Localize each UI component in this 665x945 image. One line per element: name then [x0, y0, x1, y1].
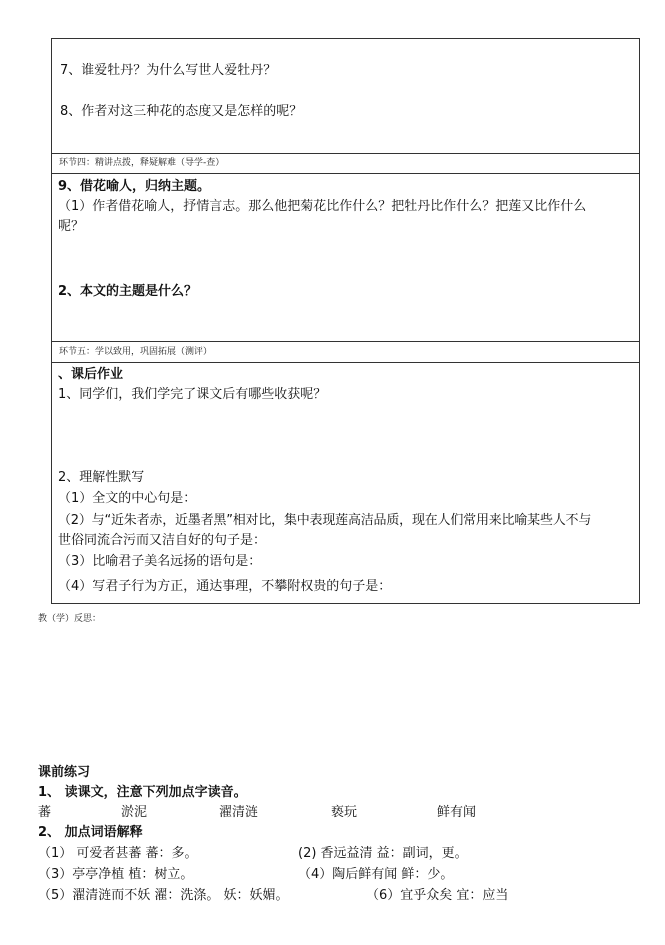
question-9-2: 2、本文的主题是什么？: [58, 284, 198, 299]
section-5-header: 环节五：学以致用，巩固拓展（测评）: [59, 347, 213, 357]
section-4-header: 环节四：精讲点拨，释疑解难（导学-查）: [59, 158, 225, 168]
homework-2-3: （3）比喻君子美名远扬的语句是：: [58, 554, 262, 569]
definition-2: (2) 香远益清 益：副词，更。: [298, 846, 468, 861]
homework-2-2-line1: （2）与“近朱者赤，近墨者黑”相对比，集中表现莲高洁品质，现在人们常用来比喻某些人不与: [58, 513, 592, 528]
row-divider: [51, 341, 640, 342]
definition-6: （6）宜乎众矣 宜：应当: [366, 888, 509, 903]
pinyin-word-5: 鲜有闻: [437, 805, 477, 820]
pinyin-word-2: 淤泥: [121, 805, 148, 820]
question-7: 7、谁爱牡丹？为什么写世人爱牡丹？: [60, 63, 277, 78]
question-9-title: 9、借花喻人，归纳主题。: [58, 179, 211, 194]
reflection-label: 教（学）反思：: [38, 614, 102, 624]
homework-2: 2、理解性默写: [58, 470, 145, 485]
definition-5: （5）濯清涟而不妖 濯：洗涤。 妖：妖媚。: [38, 888, 289, 903]
pinyin-word-1: 蕃: [38, 805, 52, 820]
definition-3: （3）亭亭净植 植：树立。: [38, 867, 194, 882]
question-9-1-line1: [58, 198, 586, 216]
definition-1: （1） 可爱者甚蕃 蕃：多。: [38, 846, 198, 861]
row-divider: [51, 362, 640, 363]
homework-2-2-line2: 世俗同流合污而又洁自好的句子是：: [58, 533, 267, 548]
row-divider: [51, 173, 640, 174]
question-9-1-line2: 呢？: [58, 219, 85, 234]
homework-2-1: （1）全文的中心句是：: [58, 491, 197, 506]
homework-2-4: （4）写君子行为方正，通达事理，不攀附权贵的句子是：: [58, 579, 392, 594]
definition-4: （4）陶后鲜有闻 鲜：少。: [298, 867, 454, 882]
pre-practice-item-2: 2、 加点词语解释: [38, 825, 143, 840]
pre-practice-title: 课前练习: [38, 765, 91, 780]
row-divider: [51, 153, 640, 154]
pre-practice-item-1: 1、 读课文，注意下列加点字读音。: [38, 785, 247, 800]
homework-1: 1、同学们，我们学完了课文后有哪些收获呢？: [58, 387, 327, 402]
homework-title: 、课后作业: [58, 367, 124, 382]
question-8: 8、作者对这三种花的态度又是怎样的呢？: [60, 104, 303, 119]
pinyin-word-4: 亵玩: [331, 805, 358, 820]
pinyin-word-3: 濯清涟: [219, 805, 259, 820]
question-9-1-text: （1）作者借花喻人，抒情言志。那么他把菊花比作什么？把牡丹比作什么？把莲又比作什么: [58, 199, 587, 214]
